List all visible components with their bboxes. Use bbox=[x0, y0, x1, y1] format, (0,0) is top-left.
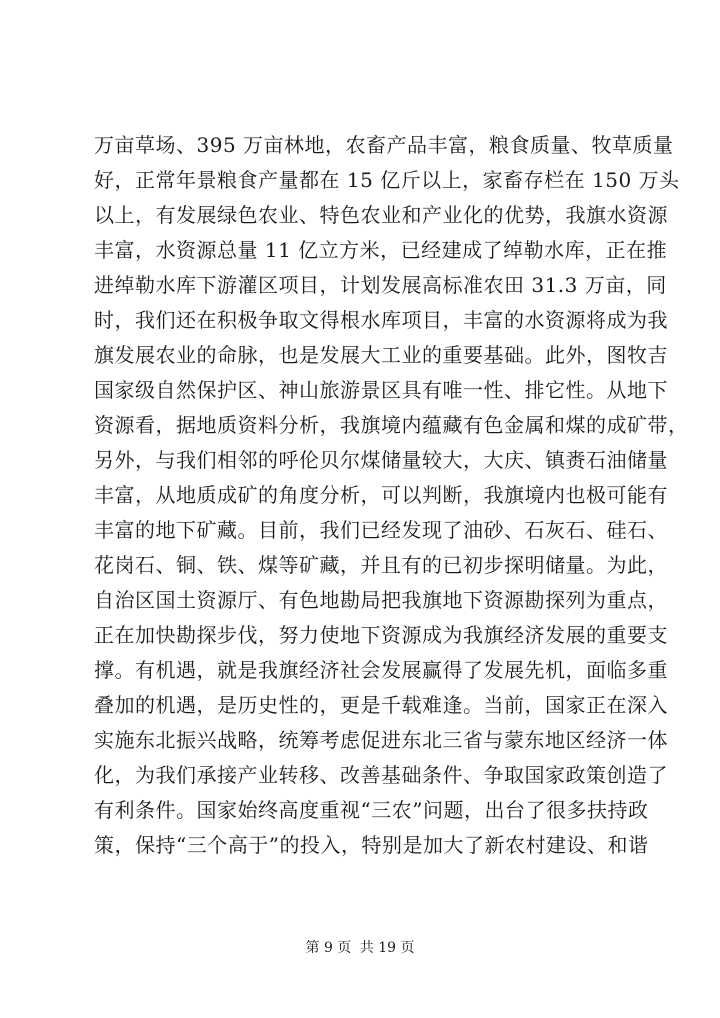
text-line: 时，我们还在积极争取文得根水库项目，丰富的水资源将成为我 bbox=[94, 308, 668, 332]
text-line: 丰富，水资源总量 11 亿立方米，已经建成了绰勒水库，正在推 bbox=[94, 238, 668, 262]
text-line: 正在加快勘探步伐，努力使地下资源成为我旗经济发展的重要支 bbox=[94, 623, 668, 647]
text-line: 化，为我们承接产业转移、改善基础条件、争取国家政策创造了 bbox=[94, 763, 668, 787]
text-line: 丰富，从地质成矿的角度分析，可以判断，我旗境内也极可能有 bbox=[94, 483, 668, 507]
text-line: 丰富的地下矿藏。目前，我们已经发现了油砂、石灰石、硅石、 bbox=[94, 518, 668, 542]
text-line: 万亩草场、395 万亩林地，农畜产品丰富，粮食质量、牧草质量 bbox=[94, 133, 674, 157]
page-footer bbox=[0, 938, 720, 958]
text-line: 叠加的机遇，是历史性的，更是千载难逢。当前，国家正在深入 bbox=[94, 693, 668, 717]
text-line: 国家级自然保护区、神山旅游景区具有唯一性、排它性。从地下 bbox=[94, 378, 668, 402]
text-line: 自治区国土资源厅、有色地勘局把我旗地下资源勘探列为重点， bbox=[94, 588, 668, 612]
text-line: 旗发展农业的命脉，也是发展大工业的重要基础。此外，图牧吉 bbox=[94, 343, 668, 367]
page-number: 第 9 页 bbox=[305, 940, 352, 956]
text-line: 实施东北振兴战略，统筹考虑促进东北三省与蒙东地区经济一体 bbox=[94, 728, 668, 752]
text-line: 有利条件。国家始终高度重视“三农”问题，出台了很多扶持政 bbox=[94, 798, 649, 822]
text-line: 另外，与我们相邻的呼伦贝尔煤储量较大，大庆、镇赉石油储量 bbox=[94, 448, 668, 472]
body-text bbox=[94, 128, 689, 863]
text-line: 以上，有发展绿色农业、特色农业和产业化的优势，我旗水资源 bbox=[94, 203, 668, 227]
text-line: 花岗石、铜、铁、煤等矿藏，并且有的已初步探明储量。为此， bbox=[94, 553, 668, 577]
text-line: 策，保持“三个高于”的投入，特别是加大了新农村建设、和谐 bbox=[94, 833, 649, 857]
text-line: 好，正常年景粮食产量都在 15 亿斤以上，家畜存栏在 150 万头 bbox=[94, 168, 680, 192]
text-line: 撑。有机遇，就是我旗经济社会发展赢得了发展先机，面临多重 bbox=[94, 658, 668, 682]
page-total: 共 19 页 bbox=[359, 940, 415, 956]
text-line: 进绰勒水库下游灌区项目，计划发展高标准农田 31.3 万亩，同 bbox=[94, 273, 667, 297]
text-line: 资源看，据地质资料分析，我旗境内蕴藏有色金属和煤的成矿带， bbox=[94, 413, 689, 437]
